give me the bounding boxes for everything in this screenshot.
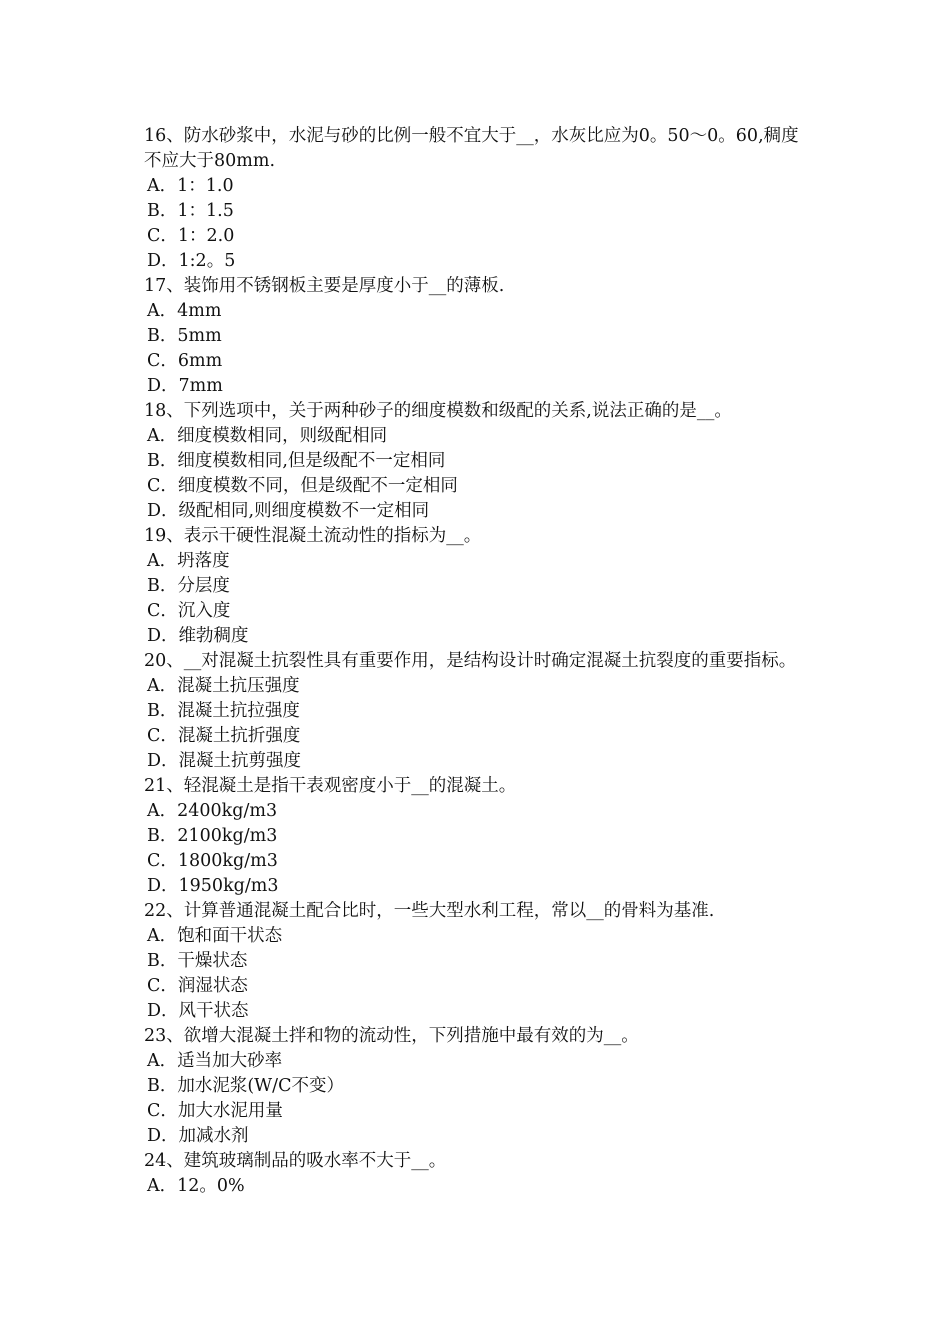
question-18 [144, 399, 814, 524]
option-a: A．1：1.0 [147, 176, 234, 196]
option-c: C．细度模数不同，但是级配不一定相同 [147, 476, 458, 496]
option-a: A．坍落度 [147, 551, 230, 571]
option-c: C．6mm [147, 351, 223, 371]
option-b: B．5mm [147, 326, 222, 346]
option-b: B．加水泥浆(W/C不变） [147, 1076, 344, 1096]
option-c: C．沉入度 [147, 601, 231, 621]
option-c: C．混凝土抗折强度 [147, 726, 301, 746]
question-text: 21、轻混凝土是指干表观密度小于__的混凝土。 [144, 776, 517, 796]
option-a: A．细度模数相同，则级配相同 [147, 426, 388, 446]
question-24 [144, 1149, 814, 1199]
option-d: D．1:2。5 [147, 251, 236, 271]
option-a: A．混凝土抗压强度 [147, 676, 300, 696]
option-a: A．12。0% [147, 1176, 245, 1196]
question-text: 19、表示干硬性混凝土流动性的指标为__。 [144, 526, 482, 546]
question-19 [144, 524, 814, 649]
question-17 [144, 274, 814, 399]
option-a: A．饱和面干状态 [147, 926, 283, 946]
option-c: C．1：2.0 [147, 226, 235, 246]
option-d: D．7mm [147, 376, 223, 396]
option-d: D．风干状态 [147, 1001, 249, 1021]
question-20 [144, 649, 814, 774]
question-16 [144, 124, 814, 274]
option-d: D．1950kg/m3 [147, 876, 279, 896]
option-b: B．2100kg/m3 [147, 826, 278, 846]
option-b: B．干燥状态 [147, 951, 248, 971]
option-d: D．混凝土抗剪强度 [147, 751, 302, 771]
question-text: 24、建筑玻璃制品的吸水率不大于__。 [144, 1151, 447, 1171]
question-text: 23、欲增大混凝土拌和物的流动性，下列措施中最有效的为__。 [144, 1026, 639, 1046]
question-text: 17、装饰用不锈钢板主要是厚度小于__的薄板. [144, 276, 505, 296]
option-c: C．1800kg/m3 [147, 851, 278, 871]
question-21 [144, 774, 814, 899]
option-d: D．加减水剂 [147, 1126, 249, 1146]
option-b: B．细度模数相同,但是级配不一定相同 [147, 451, 446, 471]
question-text: 20、__对混凝土抗裂性具有重要作用，是结构设计时确定混凝土抗裂度的重要指标。 [144, 651, 797, 671]
option-b: B．分层度 [147, 576, 230, 596]
question-23 [144, 1024, 814, 1149]
question-text: 16、防水砂浆中，水泥与砂的比例一般不宜大于__，水灰比应为0。50～0。60,稠度不应大于80mm. [144, 126, 799, 171]
option-c: C．润湿状态 [147, 976, 248, 996]
document-page [144, 124, 814, 1199]
question-text: 18、下列选项中，关于两种砂子的细度模数和级配的关系,说法正确的是__。 [144, 401, 732, 421]
option-a: A．适当加大砂率 [147, 1051, 283, 1071]
option-d: D．级配相同,则细度模数不一定相同 [147, 501, 430, 521]
option-b: B．混凝土抗拉强度 [147, 701, 300, 721]
option-b: B．1：1.5 [147, 201, 234, 221]
option-a: A．4mm [147, 301, 222, 321]
option-d: D．维勃稠度 [147, 626, 249, 646]
option-c: C．加大水泥用量 [147, 1101, 283, 1121]
question-22 [144, 899, 814, 1024]
option-a: A．2400kg/m3 [147, 801, 278, 821]
question-text: 22、计算普通混凝土配合比时，一些大型水利工程，常以__的骨料为基准. [144, 901, 715, 921]
